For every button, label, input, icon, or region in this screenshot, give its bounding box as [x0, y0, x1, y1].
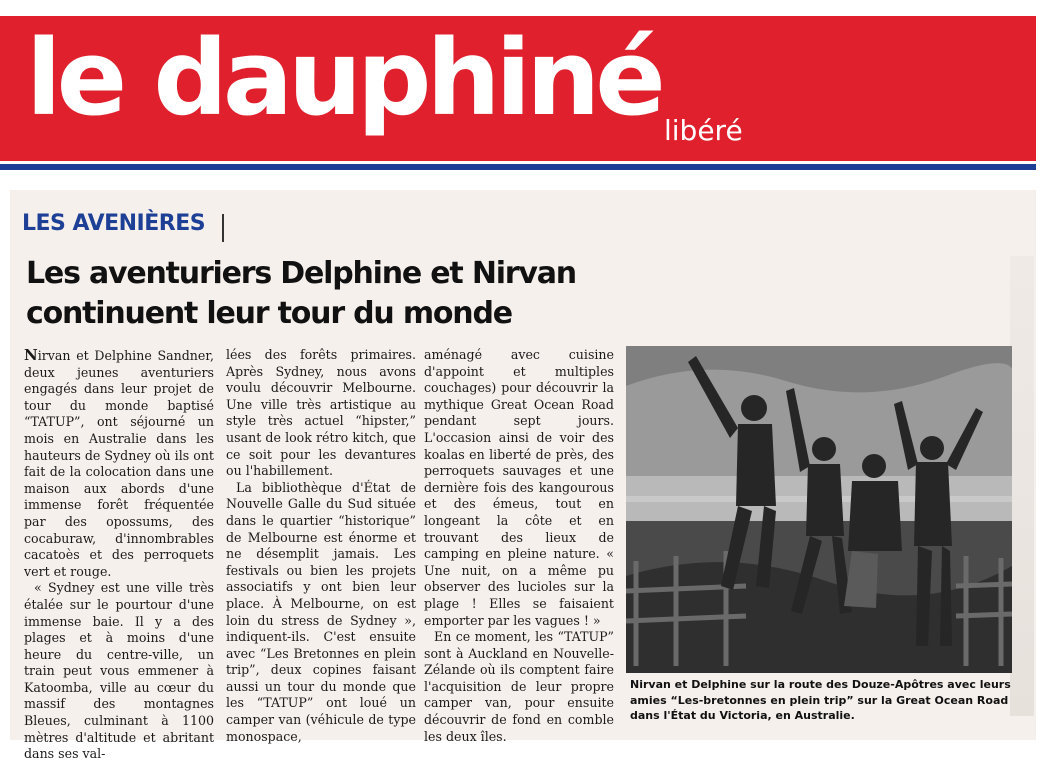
paragraph: aménagé avec cuisine d'appoint et multiples couchages) pour découvrir la mythique Great Ocean Road pendant sept jours. L'occasion ainsi de voir des koalas en liberté de près, des perroquets sauvages et une dernière fois des kangourous et des émeus, tout en longeant la côte et en trouvant des lieux de camping en pleine nature. « Une nuit, on a même pu observer des lucioles sur la plage ! Elles se faisaient emporter par les vagues ! » — [424, 347, 614, 628]
article-photo — [626, 346, 1012, 673]
paragraph — [24, 347, 214, 580]
masthead-title: le dauphiné — [26, 17, 661, 139]
article-headline: Les aventuriers Delphine et Nirvan continuent leur tour du monde — [26, 256, 576, 331]
adjacent-column-fragment — [1010, 256, 1034, 716]
masthead-banner — [0, 16, 1036, 161]
paragraph: En ce moment, les “TATUP” sont à Auckland en Nouvelle-Zélande où ils comptent faire l'acquisition de leur propre camper van, pour ensuite découvrir de fond en comble les deux îles. — [424, 629, 614, 744]
article-column-1 — [24, 347, 214, 763]
paragraph-text: irvan et Delphine Sandner, deux jeunes aventuriers engagés dans leur projet de tour du monde baptisé “TATUP”, ont séjourné un mois en Australie dans les hauteurs de Sydney où ils ont fait de la colocation dans une maison aux abords d'une immense forêt fréquentée par des opossums, des cocaburaw, d'innombrables cacatoès et des perroquets vert et rouge. — [24, 348, 214, 579]
article-column-2 — [226, 347, 416, 745]
photo-caption: Nirvan et Delphine sur la route des Douze-Apôtres avec leurs amies “Les-bretonnes en plein trip” sur la Great Ocean Road dans l'État du Victoria, en Australie. — [630, 678, 1011, 722]
section-label: LES AVENIÈRES — [22, 211, 206, 236]
photo-illustration — [626, 346, 1012, 673]
masthead-subtitle: libéré — [664, 114, 743, 147]
paragraph: « Sydney est une ville très étalée sur le pourtour d'une immense baie. Il y a des plages et à moins d'une heure du centre-ville, un train peut vous emmener à Katoomba, ville au cœur du massif des montagnes Bleues, culminant à 1100 mètres d'altitude et abritant dans ses val- — [24, 580, 214, 762]
article-column-3 — [424, 347, 614, 745]
paragraph: lées des forêts primaires. Après Sydney, nous avons voulu découvrir Melbourne. Une ville très artistique au style très actuel “hipster,” usant de look rétro kitch, que ce soit pour les devantures ou l'habillement. — [226, 347, 416, 479]
paragraph: La bibliothèque d'État de Nouvelle Galle du Sud située dans le quartier “historique” de Melbourne est énorme et ne désemplit jamais. Les festivals ou bien les projets associatifs y ont bien leur place. À Melbourne, on est loin du stress de Sydney », indiquent-ils. C'est ensuite avec “Les Bretonnes en plein trip”, deux copines faisant aussi un tour du monde que les “TATUP” ont loué un camper van (véhicule de type monospace, — [226, 479, 416, 744]
drop-cap: N — [24, 346, 38, 364]
masthead-divider-blue — [0, 164, 1036, 170]
section-divider — [222, 214, 224, 242]
